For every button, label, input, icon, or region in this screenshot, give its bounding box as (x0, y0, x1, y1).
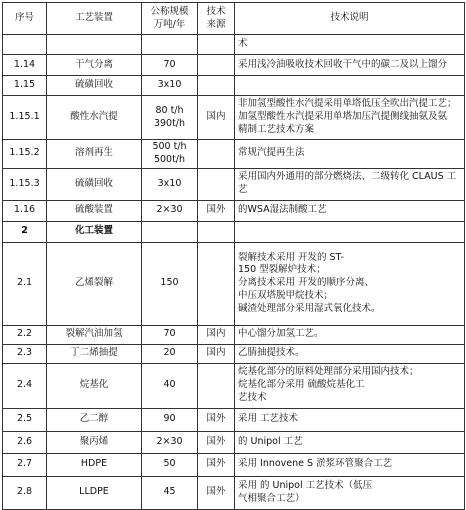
cell-unit (47, 35, 142, 55)
table-row (3, 35, 465, 55)
table-row (3, 453, 465, 476)
cell-desc: 采用 的 Unipol 工艺技术（低压 气相聚合工艺） (235, 476, 465, 509)
cell-unit: 溶剂再生 (47, 140, 142, 169)
cell-capacity: 150 (142, 242, 198, 325)
cell-capacity (142, 221, 198, 242)
cell-no: 2.3 (3, 344, 47, 363)
cell-source: 国外 (198, 453, 235, 476)
cell-no: 1.16 (3, 200, 47, 221)
cell-unit: 干气分离 (47, 55, 142, 76)
table-row (3, 140, 465, 169)
cell-no: 2.4 (3, 363, 47, 408)
cell-source (198, 168, 235, 200)
cell-source (198, 76, 235, 96)
cell-source (198, 363, 235, 408)
table-row (3, 431, 465, 453)
cell-source: 国内 (198, 325, 235, 344)
cell-capacity (142, 35, 198, 55)
cell-source (198, 35, 235, 55)
cell-no: 1.15.3 (3, 168, 47, 200)
header-no: 序号 (3, 3, 47, 35)
process-table (2, 2, 465, 510)
table-row (3, 96, 465, 140)
header-unit: 工艺装置 (47, 3, 142, 35)
table-row (3, 76, 465, 96)
cell-unit: 聚丙烯 (47, 431, 142, 453)
cell-unit: 烷基化 (47, 363, 142, 408)
cell-no: 1.14 (3, 55, 47, 76)
cell-capacity: 3x10 (142, 168, 198, 200)
cell-no (3, 35, 47, 55)
cell-unit: 酸性水汽提 (47, 96, 142, 140)
cell-no: 2.7 (3, 453, 47, 476)
cell-source: 国外 (198, 476, 235, 509)
cell-capacity: 40 (142, 363, 198, 408)
table-row (3, 242, 465, 325)
table-row (3, 363, 465, 408)
cell-no: 2.2 (3, 325, 47, 344)
cell-no: 1.15.1 (3, 96, 47, 140)
cell-desc: 采用国内外通用的部分燃烧法、二级转化 CLAUS 工 艺 (235, 168, 465, 200)
cell-no: 2.5 (3, 408, 47, 431)
cell-capacity: 2×30 (142, 200, 198, 221)
table-row (3, 344, 465, 363)
cell-desc (235, 221, 465, 242)
cell-no: 2.6 (3, 431, 47, 453)
cell-no: 2.1 (3, 242, 47, 325)
header-source: 技术 来源 (198, 3, 235, 35)
cell-source: 国外 (198, 431, 235, 453)
cell-unit: 裂解汽油加氢 (47, 325, 142, 344)
cell-capacity: 20 (142, 344, 198, 363)
table-row (3, 476, 465, 509)
cell-desc: 常规汽提再生法 (235, 140, 465, 169)
cell-unit: 乙二醇 (47, 408, 142, 431)
cell-desc: 采用 工艺技术 (235, 408, 465, 431)
cell-desc (235, 76, 465, 96)
cell-source (198, 242, 235, 325)
cell-desc: 烷基化部分的原料处理部分采用国内技术； 烷基化部分采用 硫酸烷基化工 艺技术 (235, 363, 465, 408)
cell-unit: 硫磺回收 (47, 76, 142, 96)
cell-no: 1.15 (3, 76, 47, 96)
cell-capacity: 80 t/h 390t/h (142, 96, 198, 140)
cell-capacity: 70 (142, 325, 198, 344)
cell-capacity: 500 t/h 500t/h (142, 140, 198, 169)
cell-no: 2 (3, 221, 47, 242)
cell-desc: 乙腈抽提技术。 (235, 344, 465, 363)
cell-desc: 术 (235, 35, 465, 55)
cell-desc: 裂解技术采用 开发的 ST- 150 型裂解炉技术； 分离技术采用 开发的顺序分离、 中压双塔脱甲烷技术； 碱渣处理部分采用湿式氧化技术。 (235, 242, 465, 325)
table-row (3, 408, 465, 431)
cell-source (198, 55, 235, 76)
cell-source: 国内 (198, 96, 235, 140)
cell-capacity: 2×30 (142, 431, 198, 453)
cell-unit: 硫磺回收 (47, 168, 142, 200)
table-row (3, 168, 465, 200)
cell-source (198, 221, 235, 242)
cell-unit: 化工装置 (47, 221, 142, 242)
cell-source: 国内 (198, 344, 235, 363)
cell-desc: 的 Unipol 工艺 (235, 431, 465, 453)
cell-desc: 采用 Innovene S 淤浆环管聚合工艺 (235, 453, 465, 476)
cell-capacity: 50 (142, 453, 198, 476)
cell-desc: 中心馏分加氢工艺。 (235, 325, 465, 344)
table-header-row (3, 3, 465, 35)
cell-source: 国外 (198, 200, 235, 221)
cell-capacity: 3x10 (142, 76, 198, 96)
cell-source: 国外 (198, 408, 235, 431)
cell-desc: 采用浅冷油吸收技术回收干气中的碳二及以上馏分 (235, 55, 465, 76)
table-row (3, 325, 465, 344)
cell-desc: 非加氢型酸性水汽提采用单塔低压全吹出汽提工艺； 加氢型酸性水汽提采用单塔加压汽提侧线抽氨及氨 精制工艺技术方案 (235, 96, 465, 140)
cell-unit: 丁二烯抽提 (47, 344, 142, 363)
cell-unit: 乙烯裂解 (47, 242, 142, 325)
cell-unit: HDPE (47, 453, 142, 476)
table-row (3, 55, 465, 76)
cell-unit: 硫酸装置 (47, 200, 142, 221)
cell-no: 2.8 (3, 476, 47, 509)
header-capacity: 公称规模 万吨/年 (142, 3, 198, 35)
cell-desc: 的WSA湿法制酸工艺 (235, 200, 465, 221)
cell-source (198, 140, 235, 169)
cell-capacity: 45 (142, 476, 198, 509)
cell-capacity: 70 (142, 55, 198, 76)
cell-no: 1.15.2 (3, 140, 47, 169)
cell-capacity: 90 (142, 408, 198, 431)
table-row (3, 221, 465, 242)
header-desc: 技术说明 (235, 3, 465, 35)
cell-unit: LLDPE (47, 476, 142, 509)
table-row (3, 200, 465, 221)
